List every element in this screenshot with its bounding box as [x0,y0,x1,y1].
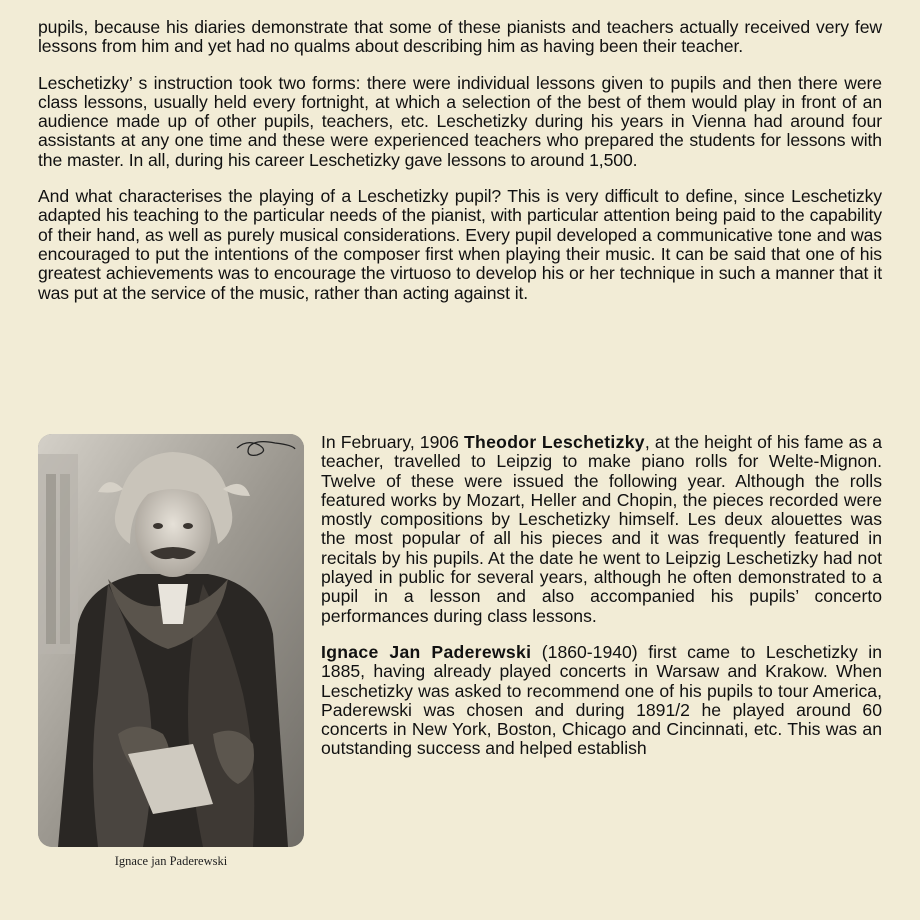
photo-caption: Ignace jan Paderewski [114,854,228,868]
theodor-rest: , at the height of his fame as a teacher, travelled to Leipzig to make piano rolls for Welte-Mignon. Twelve of these were issued the following year. Although the rolls featured works by Mozart, Heller and Chopin, the pieces recorded were mostly compositions by Leschetizky himself. Les deux alouettes was the most popular of all his pieces and it was frequently featured in recitals by his pupils. At the date he went to Leipzig Leschetizky had not played in public for several years, although he often demonstrated to a pupil in a lesson and also accompanied his pupils’ concerto performances during class lessons. [321,432,883,626]
main-text-block [38,18,882,320]
paragraph-instruction: Leschetizky’ s instruction took two forms: there were individual lessons given to pupils and then there were class lessons, usually held every fortnight, at which a selection of the best of them would play in front of an audience made up of other pupils, teachers, etc. Leschetizky during his years in Vienna had around four assistants at any one time and these were experienced teachers who prepared the students for lessons with the master. In all, during his career Leschetizky gave lessons to around 1,500. [38,72,882,170]
theodor-lead: In February, 1906 [321,432,464,452]
right-column [321,433,882,776]
flourish-ornament [235,437,297,459]
photo-figure [38,434,306,869]
paragraph-characterises: And what characterises the playing of a Leschetizky pupil? This is very difficult to define, since Leschetizky adapted his teaching to the particular needs of the pianist, with particular attention being paid to the capability of their hand, as well as purely musical considerations. Every pupil developed a communicative tone and was encouraged to put the intentions of the composer first when playing their music. It can be said that one of his greatest achievements was to encourage the virtuoso to develop his or her technique in such a manner that it was put at the service of the music, rather than acting against it. [38,186,882,303]
paragraph-paderewski [321,643,882,759]
paragraph-pupils: pupils, because his diaries demonstrate that some of these pianists and teachers actually received very few lessons from him and yet had no qualms about describing him as having been their teacher. [38,17,882,57]
portrait-illustration [38,434,304,847]
paderewski-name: Ignace Jan Paderewski [321,641,532,662]
paderewski-photo [38,434,304,847]
paragraph-theodor [321,433,882,626]
theodor-name: Theodor Leschetizky [464,432,645,452]
paderewski-rest: (1860-1940) first came to Leschetizky in 1885, having already played concerts in Warsaw and Krakow. When Leschetizky was asked to recommend one of his pupils to tour America, Paderewski was chosen and during 1891/2 he played around 60 concerts in New York, Boston, Chicago and Cincinnati, etc. This was an outstanding success and helped establish [321,641,882,759]
